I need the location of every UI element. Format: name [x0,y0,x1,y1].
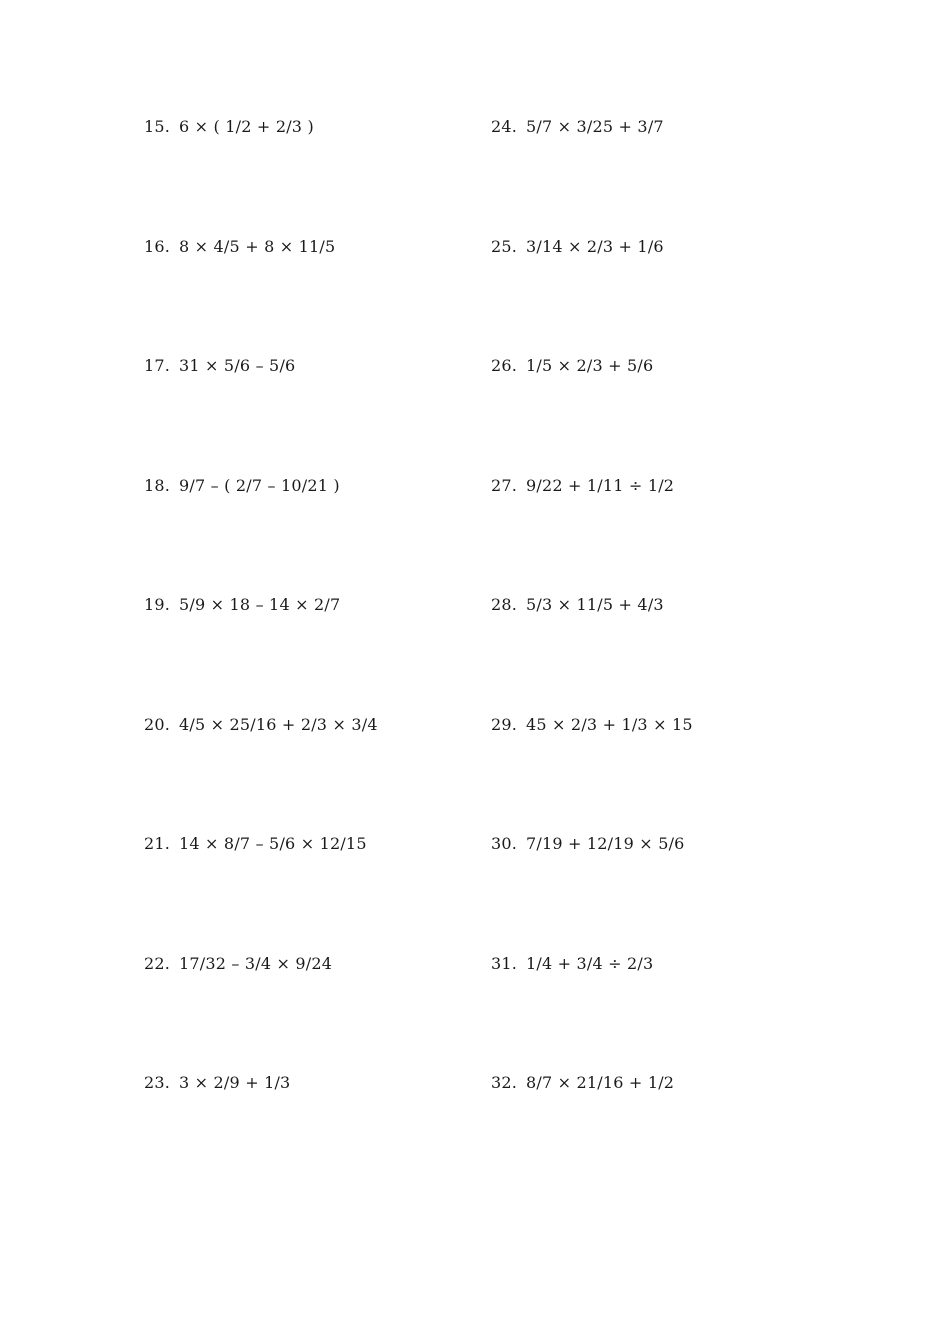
problem-expression: 8/7 × 21/16 + 1/2 [526,1073,675,1092]
problem-number: 22. [144,953,171,973]
problem-expression: 31 × 5/6 – 5/6 [179,356,296,375]
problem-number: 32. [491,1073,518,1092]
problem-expression: 9/7 – ( 2/7 – 10/21 ) [179,475,340,495]
problem-item [144,833,378,953]
problem-number: 30. [491,834,518,853]
problem-expression: 8 × 4/5 + 8 × 11/5 [179,236,336,256]
problem-item [144,714,378,834]
problem-number: 24. [491,117,518,136]
problem-expression: 5/7 × 3/25 + 3/7 [526,117,664,136]
problem-item [144,475,378,595]
problem-number: 25. [491,236,518,256]
problem-expression: 6 × ( 1/2 + 2/3 ) [179,117,314,136]
problem-item [491,1072,693,1192]
problem-item [491,116,693,236]
problem-number: 17. [144,356,171,375]
problem-item [144,355,378,475]
problem-item [491,953,693,1073]
problem-expression: 14 × 8/7 – 5/6 × 12/15 [179,834,367,853]
problem-number: 31. [491,953,518,973]
problem-expression: 1/4 + 3/4 ÷ 2/3 [526,953,654,973]
problem-item [491,355,693,475]
problem-item [144,1072,378,1192]
problem-expression: 7/19 + 12/19 × 5/6 [526,834,685,853]
problem-number: 29. [491,714,518,734]
problem-number: 26. [491,356,518,375]
problem-expression: 45 × 2/3 + 1/3 × 15 [526,714,693,734]
problem-number: 18. [144,475,171,495]
problem-number: 23. [144,1073,171,1092]
problem-number: 27. [491,475,518,495]
problem-number: 28. [491,595,518,614]
problem-expression: 17/32 – 3/4 × 9/24 [179,953,333,973]
problem-expression: 9/22 + 1/11 ÷ 1/2 [526,475,675,495]
problem-item [144,594,378,714]
problem-item [144,953,378,1073]
problem-item [491,236,693,356]
problem-number: 21. [144,834,171,853]
problem-expression: 5/9 × 18 – 14 × 2/7 [179,595,341,614]
problem-expression: 3 × 2/9 + 1/3 [179,1073,291,1092]
problem-number: 15. [144,117,171,136]
problem-item [491,714,693,834]
problem-expression: 3/14 × 2/3 + 1/6 [526,236,664,256]
problem-item [491,475,693,595]
problem-item [144,236,378,356]
problem-expression: 4/5 × 25/16 + 2/3 × 3/4 [179,714,378,734]
problem-item [491,594,693,714]
problem-expression: 5/3 × 11/5 + 4/3 [526,595,664,614]
problem-number: 19. [144,595,171,614]
problem-number: 20. [144,714,171,734]
problem-column-left [144,116,378,1192]
problem-item [491,833,693,953]
problem-item [144,116,378,236]
problem-number: 16. [144,236,171,256]
problem-column-right [491,116,693,1192]
problem-expression: 1/5 × 2/3 + 5/6 [526,356,654,375]
